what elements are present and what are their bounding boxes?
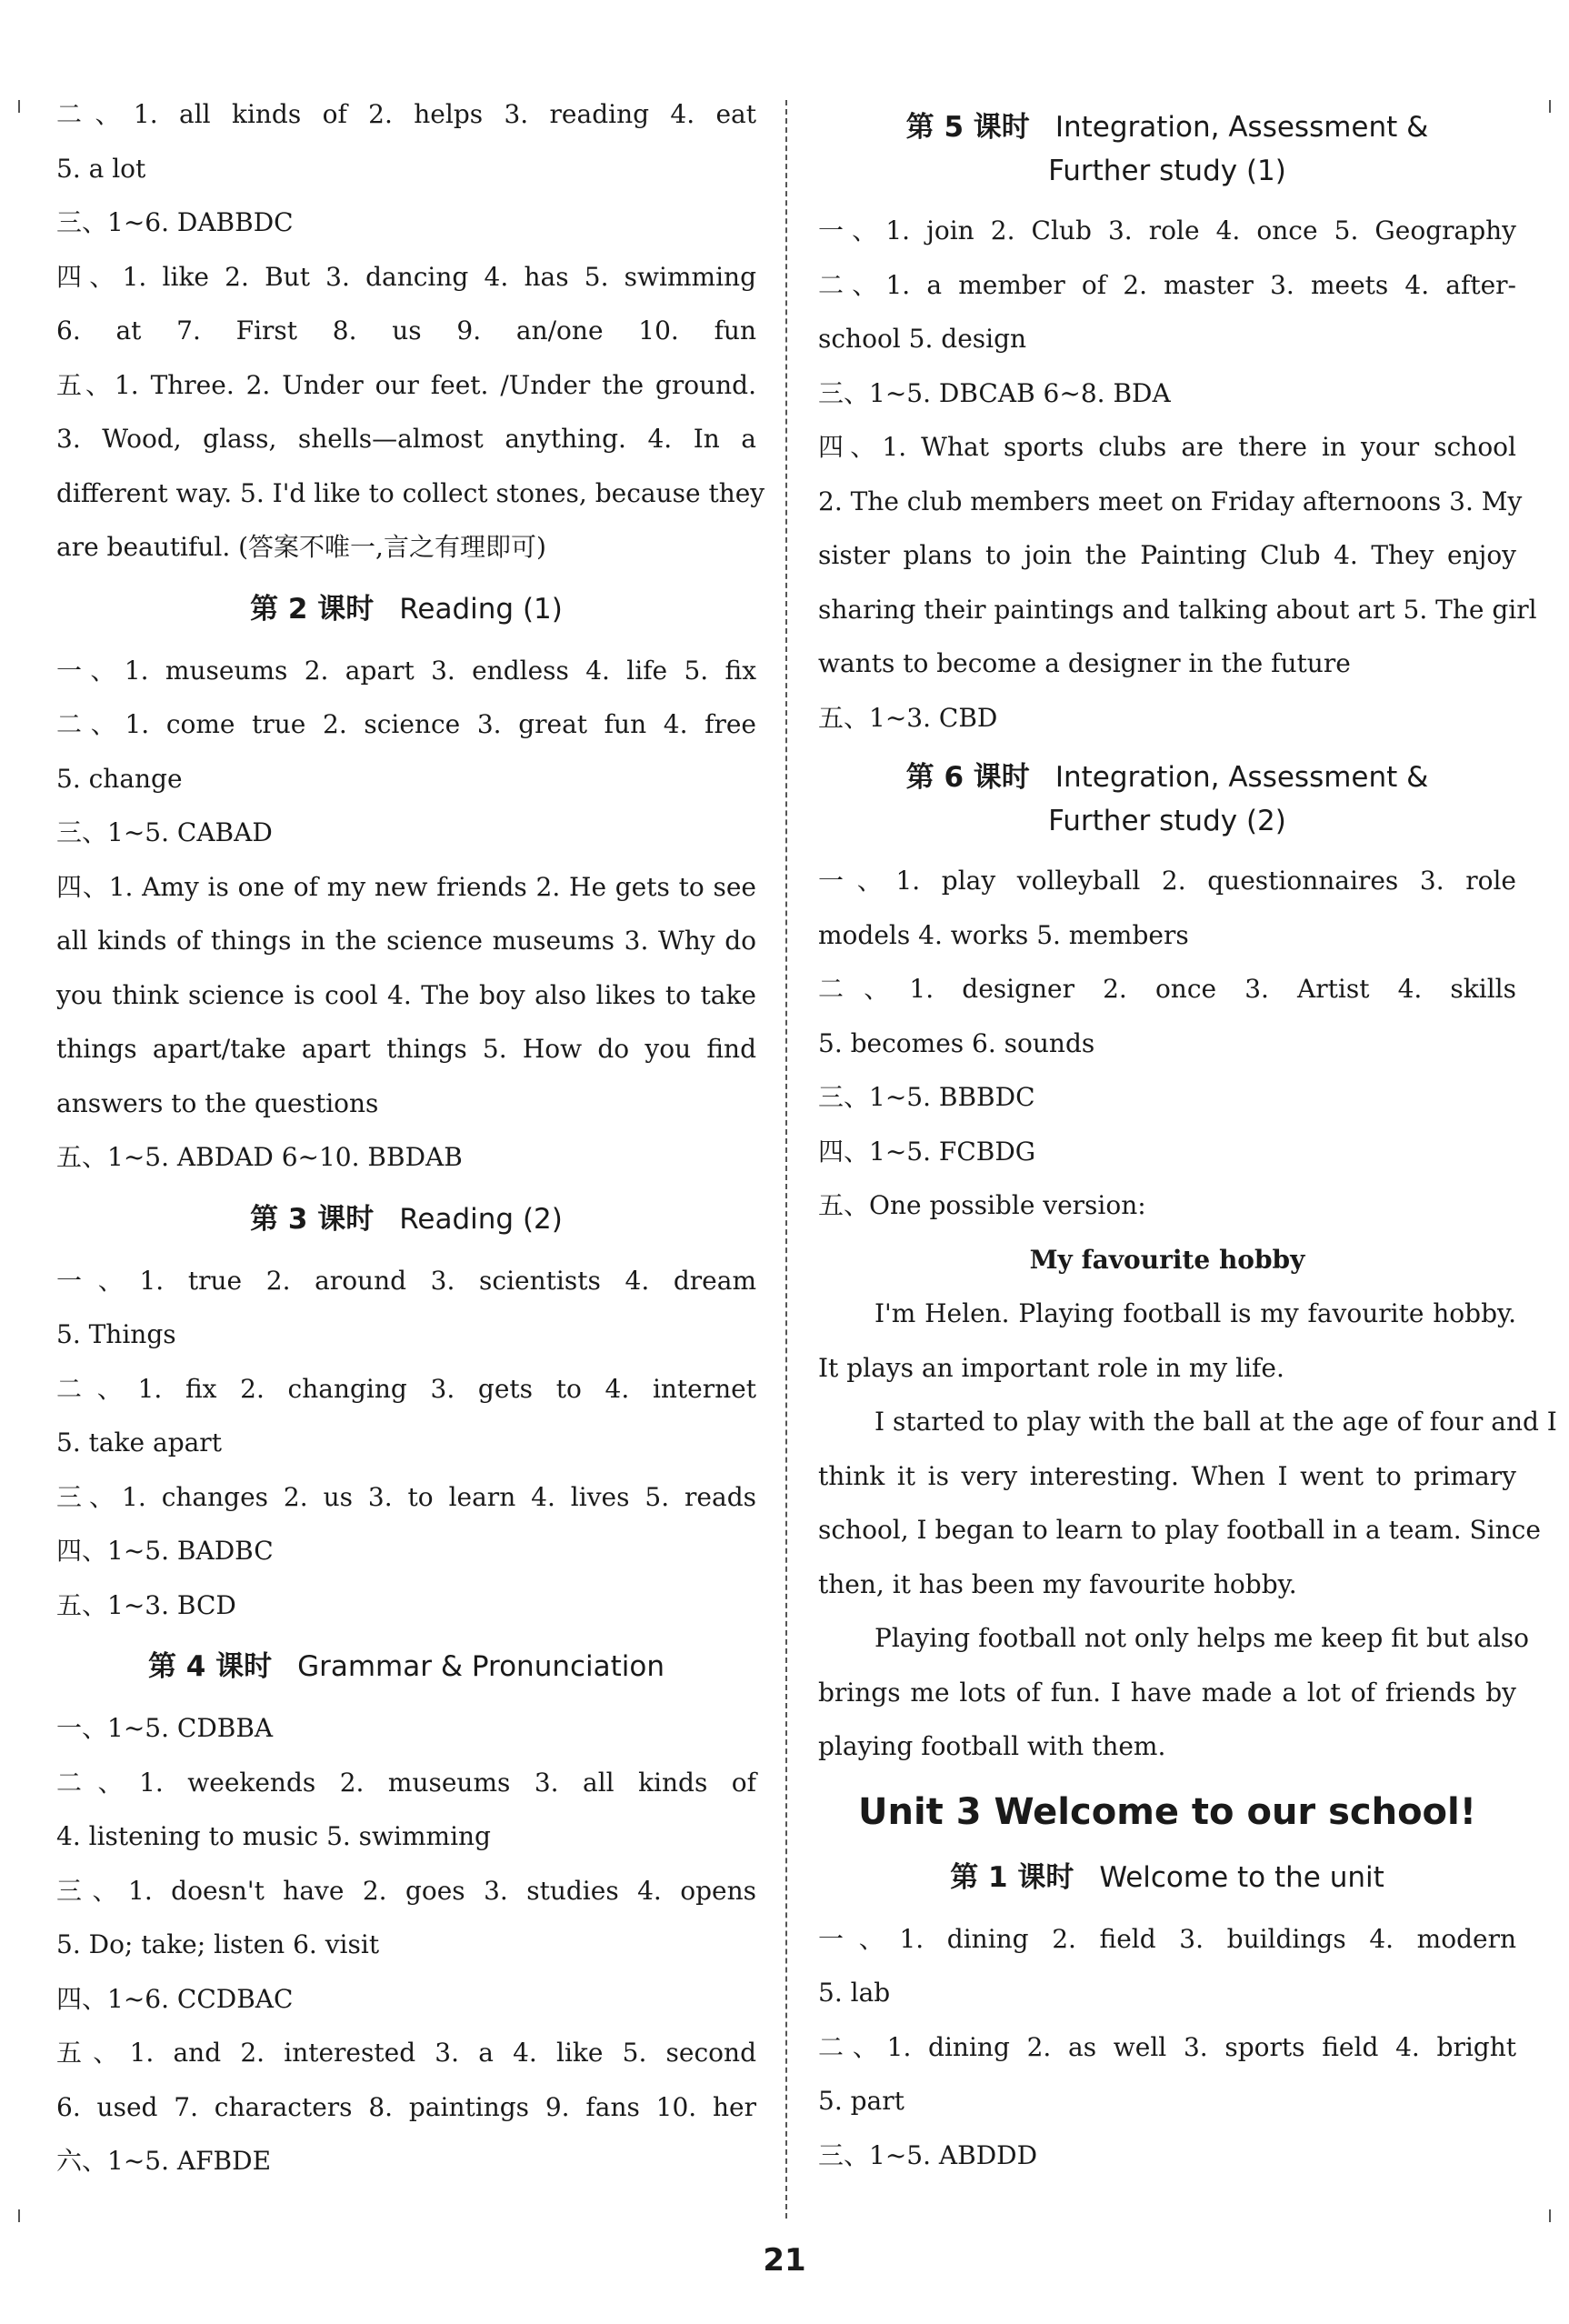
answer-line: school 5. design: [818, 324, 1027, 354]
answer-line: 一、1. play volleyball 2. questionnaires 3. role: [818, 866, 1516, 896]
column-divider: [785, 100, 787, 2219]
lesson-title: Welcome to the unit: [1099, 1860, 1384, 1894]
essay-title: My favourite hobby: [1029, 1244, 1305, 1275]
answer-line: 3. Wood, glass, shells—almost anything. 4. In a: [56, 424, 756, 454]
lesson-heading: [818, 1854, 1516, 1901]
lesson-heading: [818, 756, 1516, 799]
right-column: [818, 87, 1557, 2182]
lesson-heading: [56, 1643, 756, 1690]
essay-line: think it is very interesting. When I went to primary: [818, 1460, 1516, 1491]
essay-line: playing football with them.: [818, 1731, 1166, 1761]
page-number: 21: [763, 2242, 806, 2279]
answer-line: 五、1. Three. 2. Under our feet. /Under the ground.: [56, 369, 756, 400]
answer-line: 三、1. changes 2. us 3. to learn 4. lives 5. reads: [56, 1481, 756, 1512]
essay-line: Playing football not only helps me keep fit but also: [874, 1623, 1530, 1653]
answer-line: sharing their paintings and talking about art 5. The girl: [818, 594, 1537, 625]
lesson-number: 第 4 课时: [147, 1650, 273, 1683]
answer-line: 五、1~3. CBD: [818, 702, 998, 733]
lesson-number: 第 5 课时: [905, 111, 1030, 144]
answer-line: 四、1~6. CCDBAC: [56, 1983, 294, 2014]
answer-line: 二、1. dining 2. as well 3. sports field 4. bright: [818, 2031, 1516, 2062]
answer-line: 5. part: [818, 2086, 904, 2116]
answer-line: 五、1. and 2. interested 3. a 4. like 5. second: [56, 2038, 756, 2068]
answer-line: 二、1. fix 2. changing 3. gets to 4. internet: [56, 1373, 756, 1404]
answer-line: 三、1~5. DBCAB 6~8. BDA: [818, 377, 1171, 408]
lesson-number: 第 6 课时: [905, 761, 1030, 794]
answer-line: wants to become a designer in the future: [818, 648, 1351, 678]
answer-line: 三、1. doesn't have 2. goes 3. studies 4. opens: [56, 1875, 756, 1906]
lesson-title: Reading (2): [399, 1202, 563, 1236]
lesson-number: 第 3 课时: [250, 1202, 375, 1236]
answer-line: 一、1. museums 2. apart 3. endless 4. life 5. fix: [56, 655, 756, 686]
answer-line: 三、1~5. CABAD: [56, 817, 273, 847]
answer-line: 五、1~5. ABDAD 6~10. BBDAB: [56, 1142, 463, 1172]
answer-line: 二、1. a member of 2. master 3. meets 4. after-: [818, 269, 1516, 300]
answer-line: are beautiful. (答案不唯一,言之有理即可): [56, 532, 546, 562]
answer-line: 五、1~3. BCD: [56, 1589, 236, 1620]
essay-line: then, it has been my favourite hobby.: [818, 1568, 1297, 1599]
lesson-number: 第 1 课时: [950, 1860, 1074, 1894]
margin-mark: [1549, 100, 1551, 113]
answer-line: answers to the questions: [56, 1087, 379, 1118]
answer-line: 5. a lot: [56, 153, 146, 184]
lesson-heading: [56, 1196, 756, 1243]
answer-line: 三、1~6. DABBDC: [56, 207, 294, 237]
answer-line: sister plans to join the Painting Club 4. They enjoy: [818, 540, 1516, 570]
lesson-heading: [56, 586, 756, 633]
answer-line: 一、1~5. CDBBA: [56, 1713, 274, 1743]
answer-line: 五、One possible version:: [818, 1190, 1146, 1220]
answer-line: things apart/take apart things 5. How do you find: [56, 1034, 756, 1064]
answer-line: 二、1. come true 2. science 3. great fun 4. free: [56, 709, 756, 739]
essay-line: school, I began to learn to play football in a team. Since: [818, 1515, 1541, 1545]
answer-line: you think science is cool 4. The boy also likes to take: [56, 979, 756, 1010]
answer-line: 六、1~5. AFBDE: [56, 2146, 272, 2176]
essay-line: brings me lots of fun. I have made a lot of friends by: [818, 1677, 1516, 1708]
answer-line: 四、1~5. FCBDG: [818, 1136, 1036, 1167]
margin-mark: [18, 100, 20, 113]
lesson-title: Reading (1): [399, 592, 563, 626]
lesson-title: Grammar & Pronunciation: [297, 1650, 665, 1683]
lesson-subtitle: Further study (2): [1048, 805, 1286, 837]
left-column: [56, 87, 765, 2189]
answer-line: models 4. works 5. members: [818, 919, 1189, 950]
answer-line: 5. Things: [56, 1319, 176, 1349]
unit-title: Unit 3 Welcome to our school!: [858, 1790, 1476, 1833]
answer-line: 一、1. true 2. around 3. scientists 4. dream: [56, 1265, 756, 1296]
answer-line: 二、1. designer 2. once 3. Artist 4. skills: [818, 974, 1516, 1004]
answer-line: 四、1. What sports clubs are there in your school: [818, 432, 1516, 462]
answer-line: 二、1. weekends 2. museums 3. all kinds of: [56, 1767, 756, 1798]
answer-line: 一、1. join 2. Club 3. role 4. once 5. Geography: [818, 215, 1516, 245]
answer-line: 二、1. all kinds of 2. helps 3. reading 4. eat: [56, 99, 756, 129]
answer-line: 一、1. dining 2. field 3. buildings 4. modern: [818, 1923, 1516, 1954]
essay-line: I started to play with the ball at the age of four and I: [874, 1407, 1557, 1437]
answer-line: all kinds of things in the science museums 3. Why do: [56, 926, 756, 956]
answer-line: 四、1. like 2. But 3. dancing 4. has 5. swimming: [56, 261, 756, 292]
answer-line: 6. at 7. First 8. us 9. an/one 10. fun: [56, 316, 756, 346]
answer-line: 三、1~5. BBBDC: [818, 1082, 1035, 1112]
lesson-number: 第 2 课时: [250, 592, 375, 626]
answer-line: 四、1. Amy is one of my new friends 2. He gets to see: [56, 871, 756, 902]
margin-mark: [1549, 2209, 1551, 2222]
essay-line: It plays an important role in my life.: [818, 1352, 1284, 1383]
lesson-heading: [818, 105, 1516, 149]
answer-line: 2. The club members meet on Friday afternoons 3. My: [818, 486, 1523, 516]
essay-line: I'm Helen. Playing football is my favourite hobby.: [874, 1298, 1516, 1328]
answer-line: 5. take apart: [56, 1427, 222, 1458]
lesson-title: Integration, Assessment &: [1054, 761, 1429, 794]
answer-line: 5. Do; take; listen 6. visit: [56, 1929, 380, 1959]
answer-line: 5. becomes 6. sounds: [818, 1027, 1095, 1058]
answer-line: 四、1~5. BADBC: [56, 1536, 274, 1566]
answer-line: different way. 5. I'd like to collect stones, because they: [56, 477, 765, 508]
answer-line: 5. lab: [818, 1978, 891, 2008]
answer-line: 三、1~5. ABDDD: [818, 2139, 1038, 2170]
answer-line: 5. change: [56, 763, 183, 794]
margin-mark: [18, 2209, 20, 2222]
lesson-subtitle: Further study (1): [1048, 155, 1286, 187]
answer-line: 6. used 7. characters 8. paintings 9. fans 10. her: [56, 2091, 756, 2122]
lesson-title: Integration, Assessment &: [1054, 111, 1429, 144]
answer-line: 4. listening to music 5. swimming: [56, 1821, 491, 1851]
